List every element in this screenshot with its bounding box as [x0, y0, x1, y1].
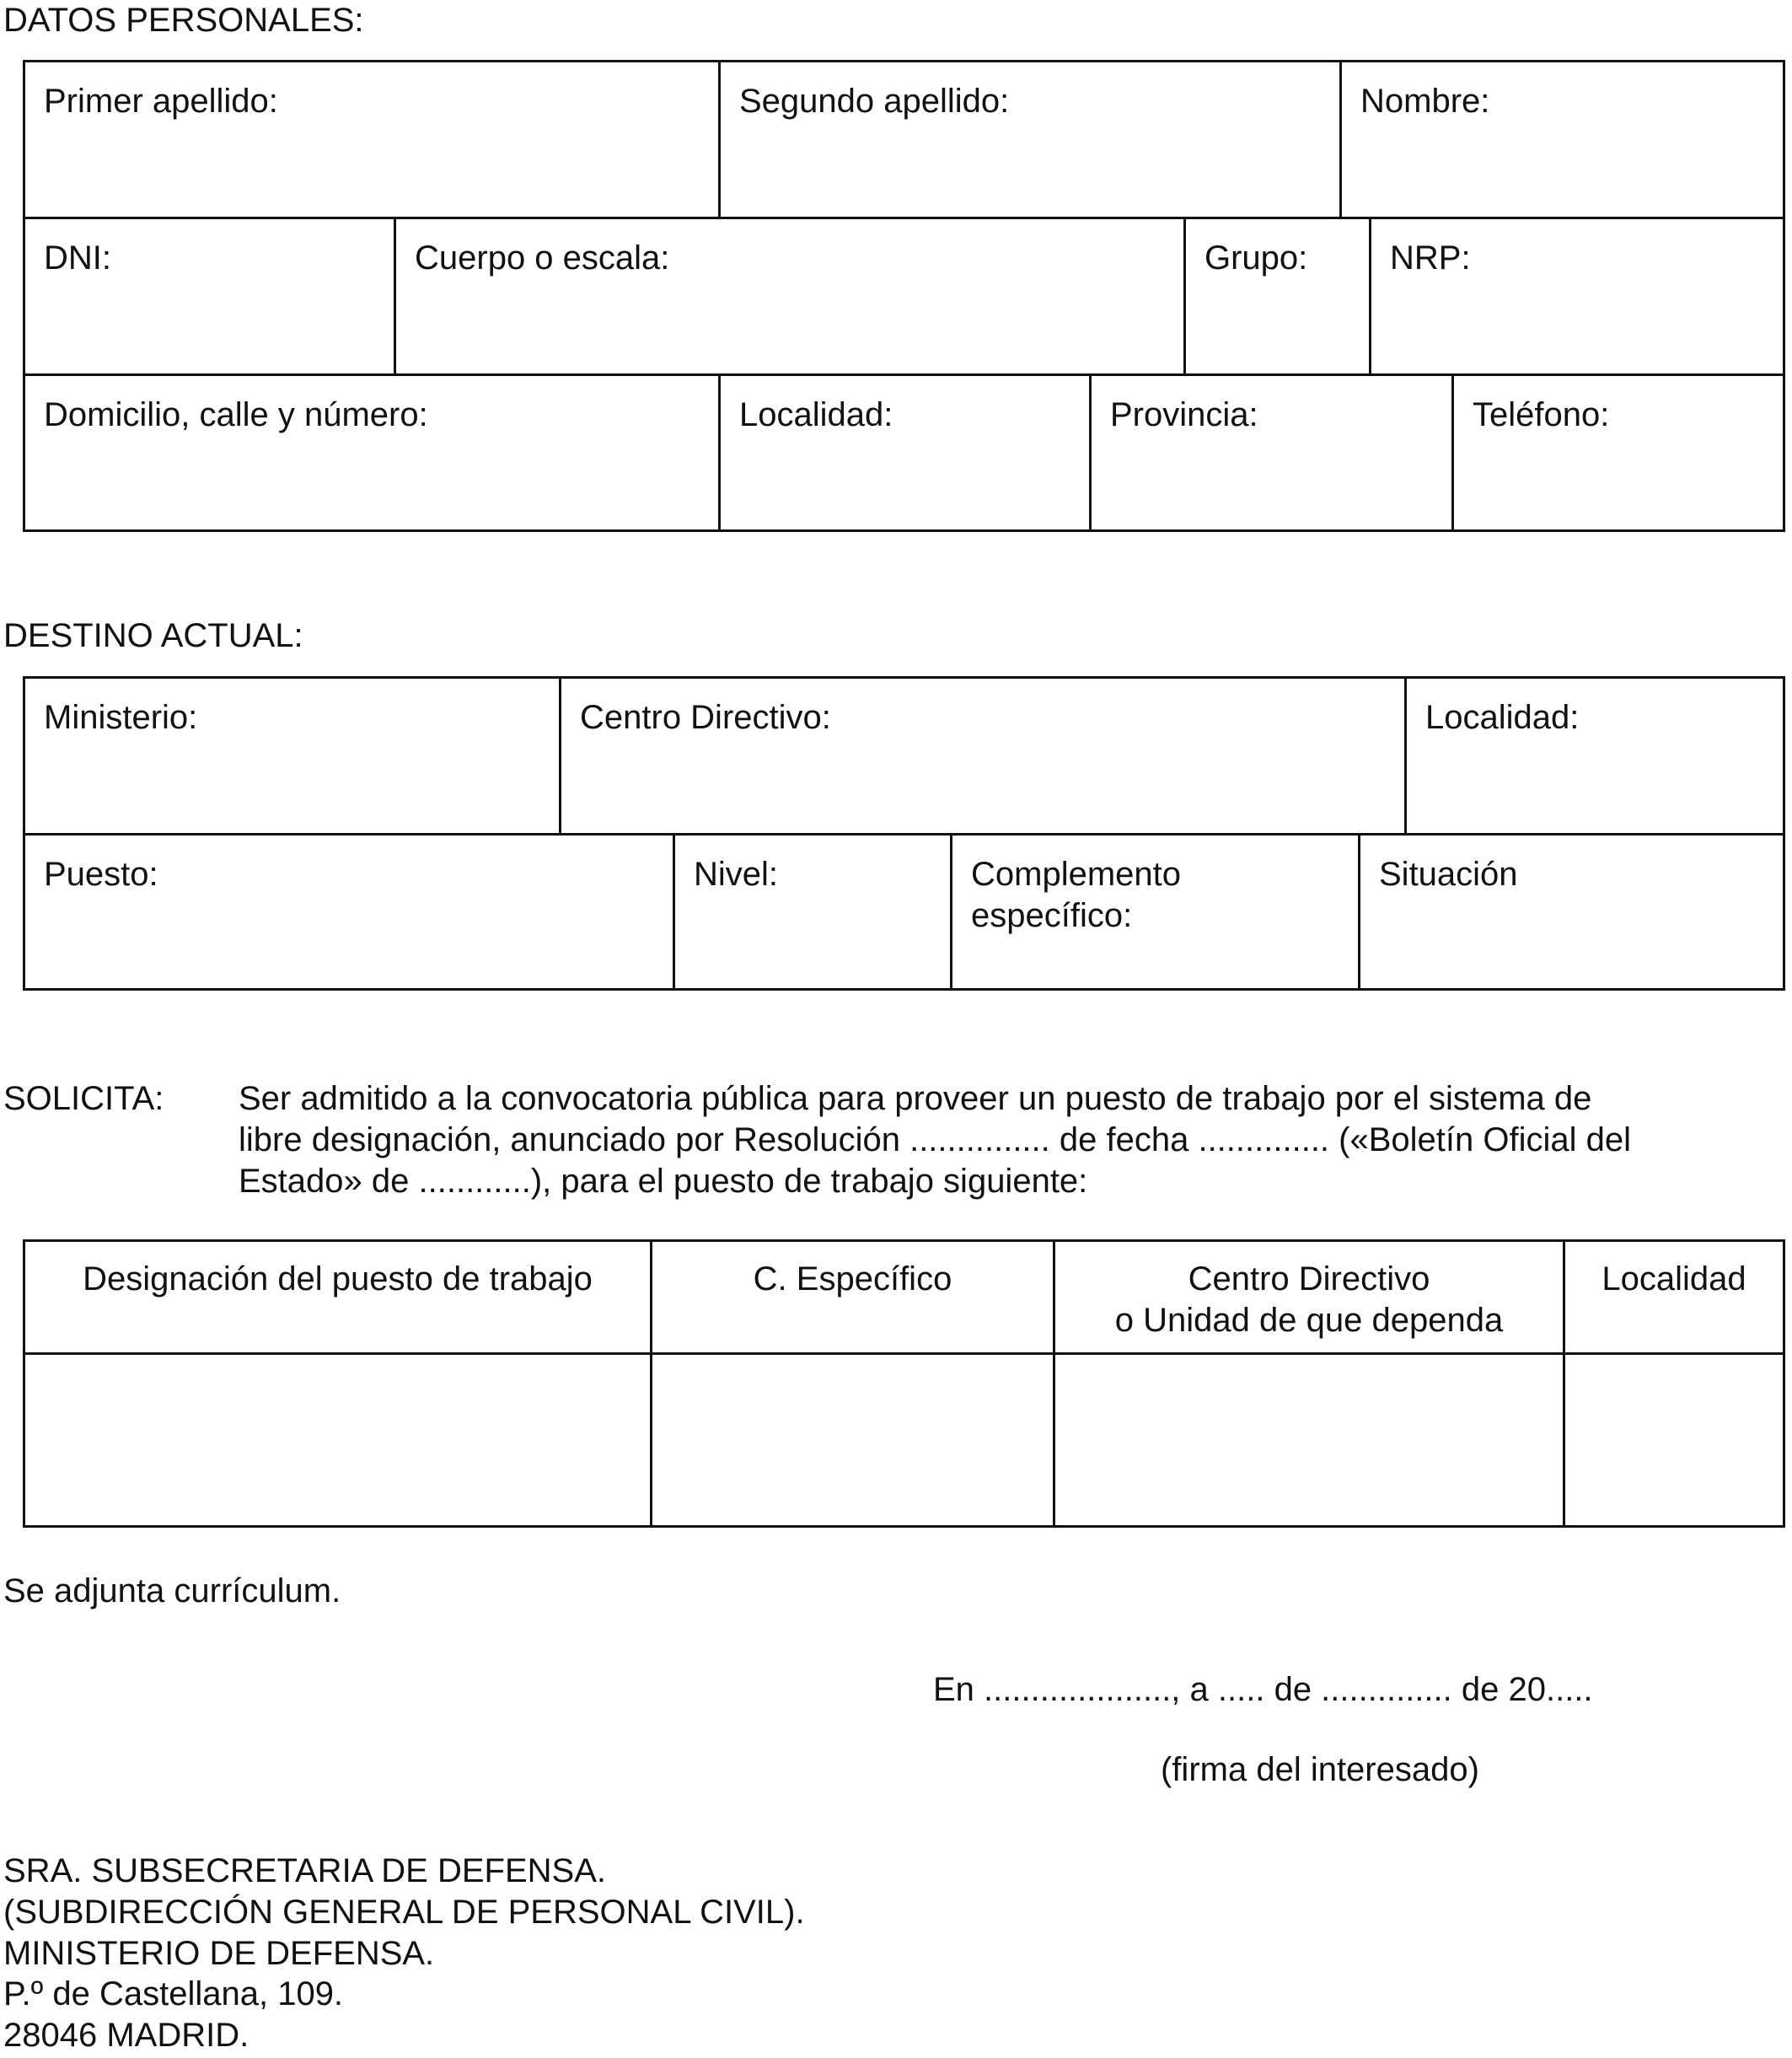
- address-line: P.º de Castellana, 109.: [3, 1975, 344, 2013]
- address-line: SRA. SUBSECRETARIA DE DEFENSA.: [3, 1852, 606, 1889]
- ministerio-field[interactable]: Ministerio:: [25, 679, 561, 836]
- adjunta-curriculum-text: Se adjunta currículum.: [3, 1572, 341, 1609]
- domicilio-field[interactable]: Domicilio, calle y número:: [25, 376, 721, 529]
- solicita-label: SOLICITA:: [3, 1080, 164, 1117]
- primer-apellido-field[interactable]: Primer apellido:: [25, 62, 721, 219]
- datos-personales-row: [25, 62, 1783, 219]
- c-especifico-header: C. Específico: [652, 1242, 1055, 1355]
- destino-actual-heading: DESTINO ACTUAL:: [3, 617, 303, 654]
- situacion-field[interactable]: Situación: [1379, 856, 1518, 893]
- fecha-line: En ...................., a ..... de .............. de 20.....: [933, 1671, 1593, 1708]
- address-line: 28046 MADRID.: [3, 2017, 249, 2055]
- cuerpo-escala-field[interactable]: Cuerpo o escala:: [396, 219, 1186, 376]
- nombre-field[interactable]: Nombre:: [1342, 62, 1783, 219]
- solicita-line: Ser admitido a la convocatoria pública para proveer un puesto de trabajo por el sistema de: [239, 1080, 1592, 1117]
- destino-actual-row: [25, 679, 1783, 836]
- c-especifico-input[interactable]: [652, 1355, 1055, 1525]
- designacion-header: Designación del puesto de trabajo: [25, 1242, 652, 1355]
- dni-field[interactable]: DNI:: [25, 219, 396, 376]
- datos-personales-row: [25, 376, 1783, 529]
- address-line: MINISTERIO DE DEFENSA.: [3, 1934, 435, 1972]
- localidad-input[interactable]: [1565, 1355, 1783, 1525]
- centro-directivo-input[interactable]: [1055, 1355, 1565, 1525]
- localidad-field[interactable]: Localidad:: [721, 376, 1092, 529]
- destino-actual-row: [25, 836, 1783, 988]
- complemento-especifico-field[interactable]: Complemento específico:: [952, 836, 1360, 988]
- solicita-text: [239, 1078, 1781, 1201]
- solicita-line: libre designación, anunciado por Resolución ............... de fecha .............. («Boletín Oficial del: [239, 1120, 1631, 1158]
- centro-directivo-header: Centro Directivo o Unidad de que dependa: [1055, 1242, 1565, 1355]
- destino-actual-table: [23, 676, 1785, 991]
- datos-personales-table: [23, 60, 1785, 532]
- grupo-field[interactable]: Grupo:: [1186, 219, 1371, 376]
- nivel-field[interactable]: Nivel:: [675, 836, 952, 988]
- datos-personales-row: [25, 219, 1783, 376]
- datos-personales-heading: DATOS PERSONALES:: [3, 2, 364, 39]
- designacion-input[interactable]: [25, 1355, 652, 1525]
- address-block: [3, 1851, 805, 2056]
- nrp-field[interactable]: NRP:: [1371, 219, 1783, 376]
- address-line: (SUBDIRECCIÓN GENERAL DE PERSONAL CIVIL).: [3, 1893, 805, 1931]
- puesto-field[interactable]: Puesto:: [25, 836, 675, 988]
- provincia-field[interactable]: Provincia:: [1092, 376, 1454, 529]
- firma-label: (firma del interesado): [1161, 1751, 1479, 1788]
- centro-directivo-field[interactable]: Centro Directivo:: [561, 679, 1407, 836]
- telefono-field[interactable]: Teléfono:: [1473, 396, 1610, 433]
- destino-localidad-field[interactable]: Localidad:: [1407, 679, 1783, 836]
- puesto-solicitado-table: [23, 1239, 1785, 1528]
- segundo-apellido-field[interactable]: Segundo apellido:: [721, 62, 1342, 219]
- localidad-header: Localidad: [1565, 1242, 1783, 1355]
- solicita-line: Estado» de ............), para el puesto de trabajo siguiente:: [239, 1162, 1088, 1200]
